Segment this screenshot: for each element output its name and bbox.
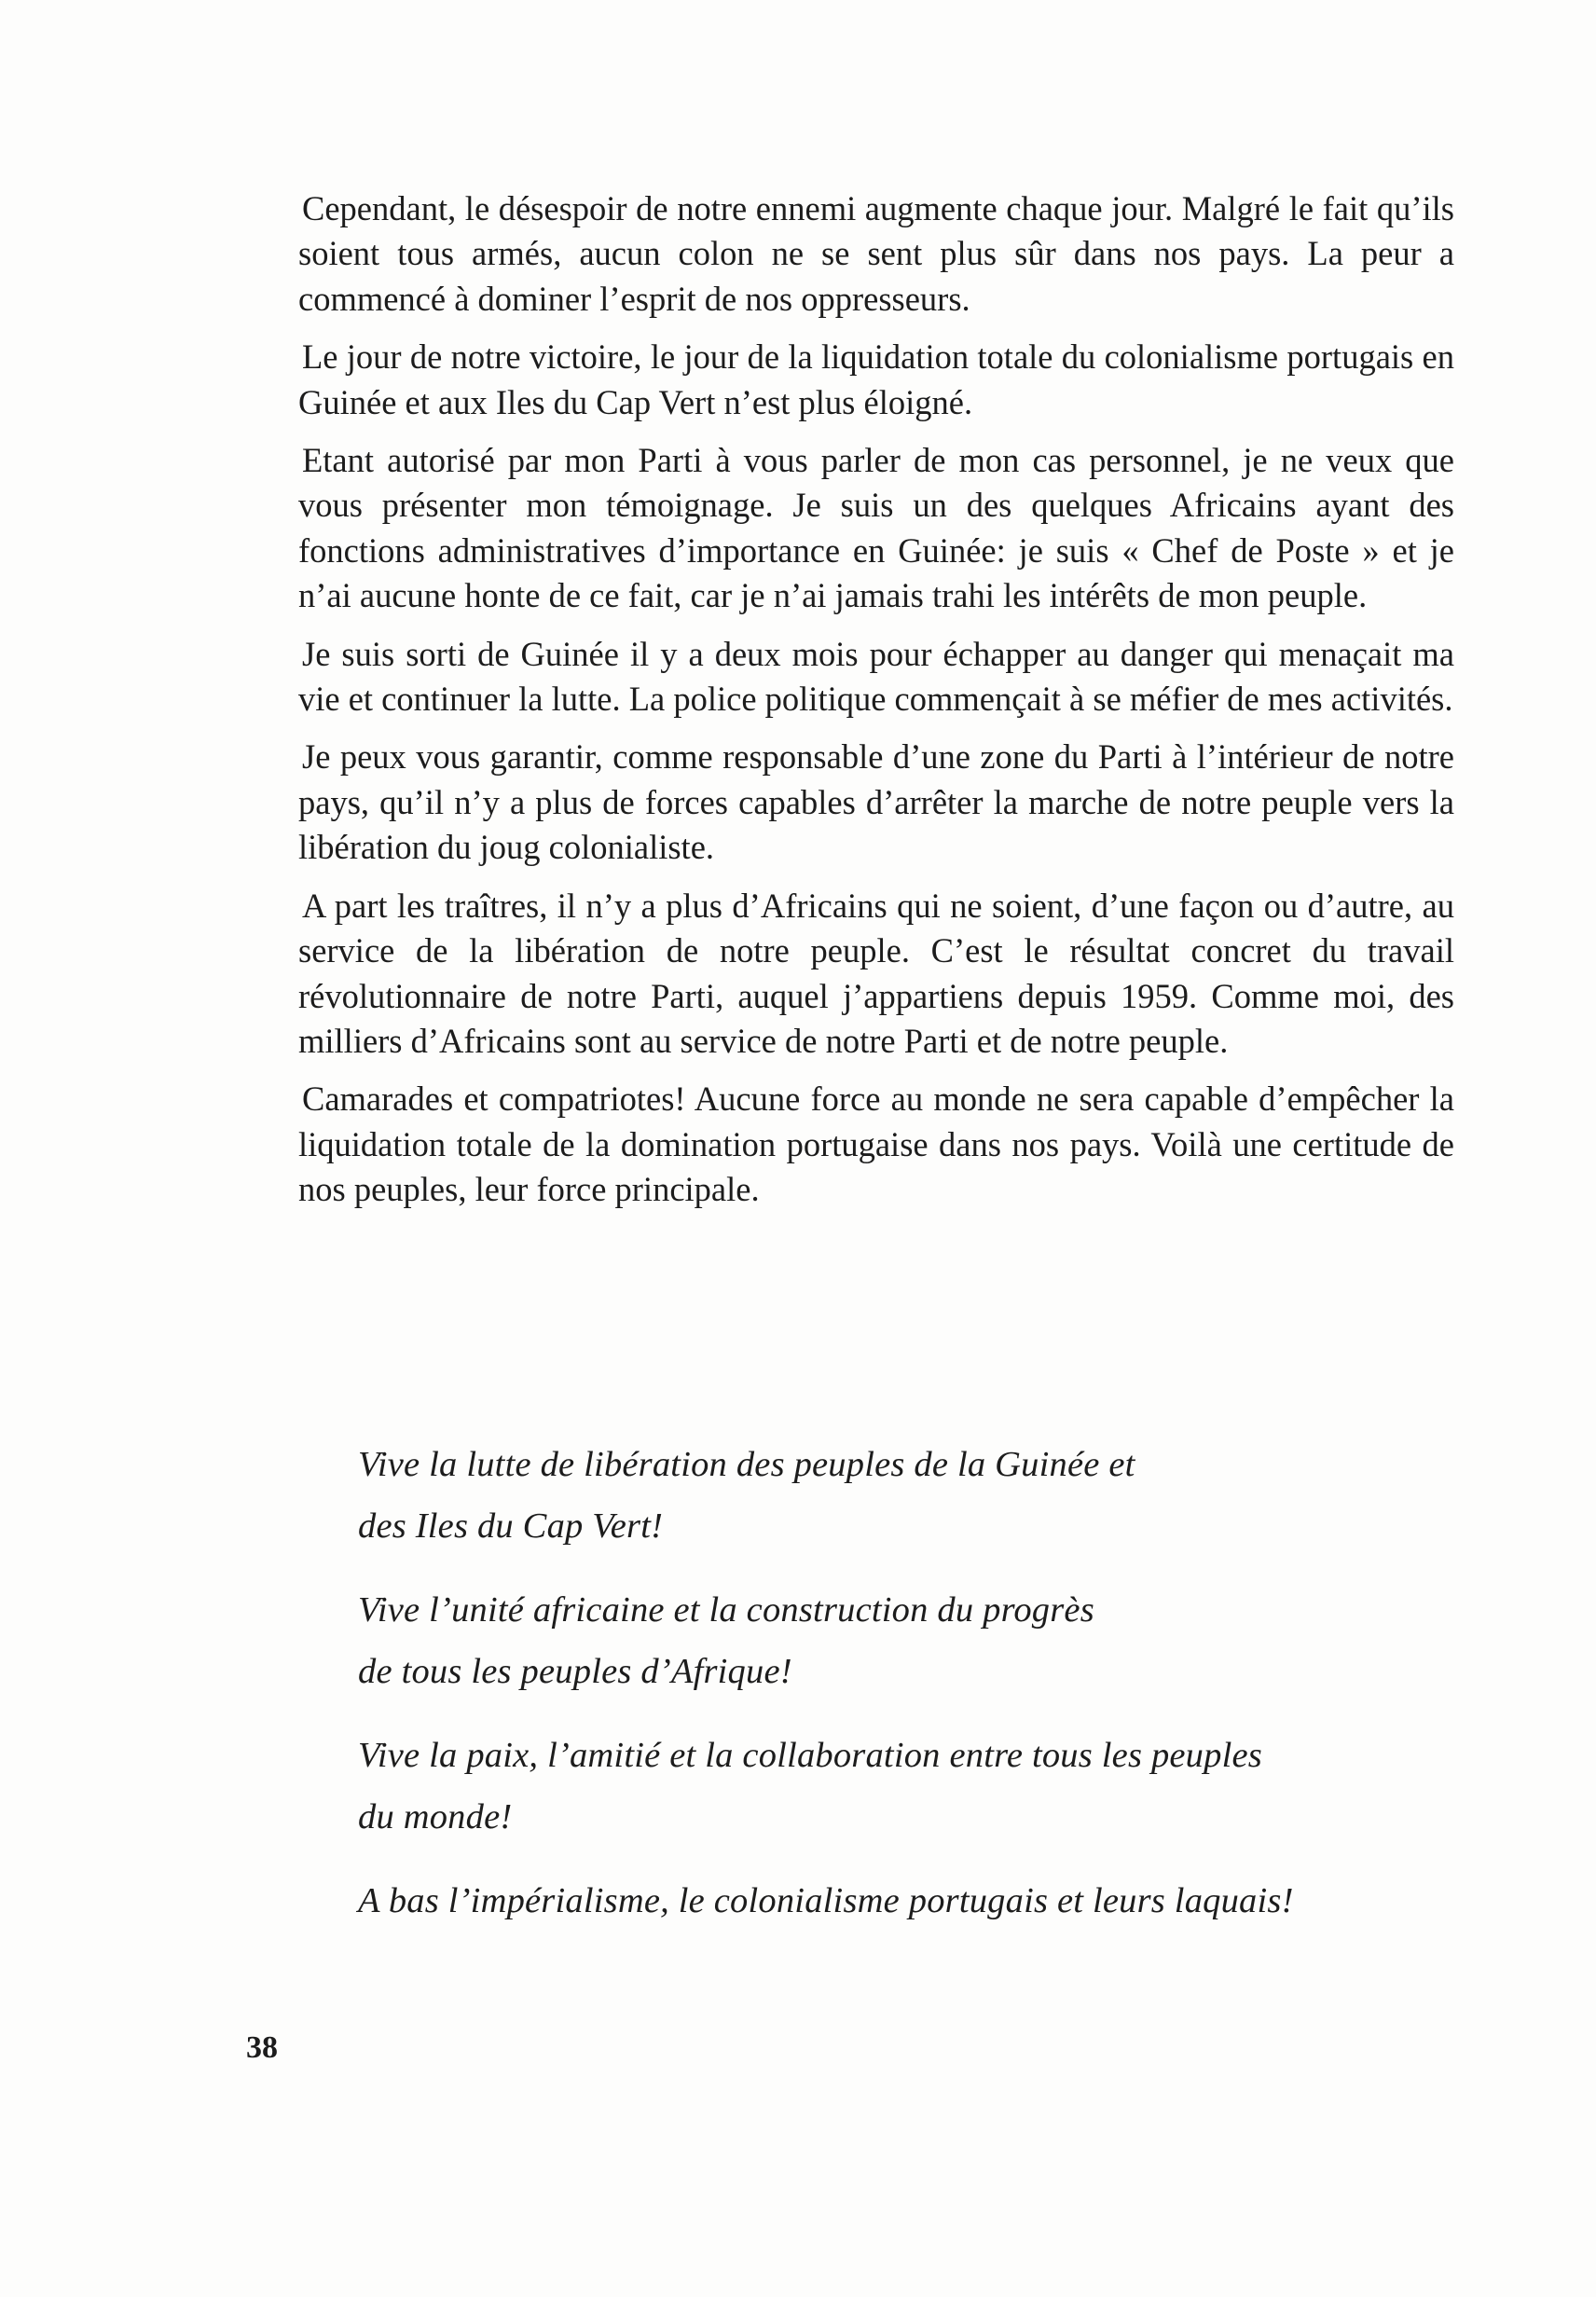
slogan-4-line-1: A bas l’impérialisme, le colonialisme portugais et leurs laquais! [358, 1881, 1294, 1920]
slogan-1 [358, 1434, 1477, 1557]
slogan-4 [358, 1870, 1477, 1932]
paragraph-7: Camarades et compatriotes! Aucune force au monde ne sera capable d’empêcher la liquidation totale de la domination portugaise dans nos pays. Voilà une certitude de nos peuples, leur force principale. [298, 1080, 1454, 1209]
slogan-1-line-1: Vive la lutte de libération des peuples de la Guinée et [358, 1445, 1135, 1484]
paragraph-1: Cependant, le désespoir de notre ennemi augmente chaque jour. Malgré le fait qu’ils soient tous armés, aucun colon ne se sent plus sûr dans nos pays. La peur a commencé à dominer l’esprit de nos oppresseurs. [298, 189, 1454, 318]
slogan-1-line-2: des Iles du Cap Vert! [358, 1506, 664, 1546]
paragraph-5: Je peux vous garantir, comme responsable d’une zone du Parti à l’intérieur de notre pays, qu’il n’y a plus de forces capables d’arrêter la marche de notre peuple vers la libération du joug colonialiste. [298, 737, 1454, 867]
slogan-2 [358, 1579, 1477, 1702]
slogan-2-line-1: Vive l’unité africaine et la construction du progrès [358, 1590, 1094, 1630]
paragraph-2: Le jour de notre victoire, le jour de la liquidation totale du colonialisme portugais en Guinée et aux Iles du Cap Vert n’est plus éloigné. [298, 337, 1454, 421]
paragraph-4: Je suis sorti de Guinée il y a deux mois pour échapper au danger qui menaçait ma vie et continuer la lutte. La police politique commençait à se méfier de mes activités. [298, 634, 1454, 719]
body-text [298, 186, 1454, 1226]
slogan-2-line-2: de tous les peuples d’Afrique! [358, 1652, 792, 1691]
slogan-3 [358, 1725, 1477, 1848]
slogan-3-line-1: Vive la paix, l’amitié et la collaboration entre tous les peuples [358, 1736, 1262, 1775]
paragraph-6: A part les traîtres, il n’y a plus d’Africains qui ne soient, d’une façon ou d’autre, au service de la libération de notre peuple. C’est le résultat concret du travail révolutionnaire de notre Parti, auquel j’appartiens depuis 1959. Comme moi, des milliers d’Africains sont au service de notre Parti et de notre peuple. [298, 886, 1454, 1060]
slogan-3-line-2: du monde! [358, 1797, 513, 1836]
slogans-block [358, 1434, 1477, 1954]
page-number: 38 [246, 2030, 278, 2065]
paragraph-3: Etant autorisé par mon Parti à vous parler de mon cas personnel, je ne veux que vous présenter mon témoignage. Je suis un des quelques Africains ayant des fonctions administratives d’importance en Guinée: je suis « Chef de Poste » et je n’ai aucune honte de ce fait, car je n’ai jamais trahi les intérêts de mon peuple. [298, 441, 1454, 615]
